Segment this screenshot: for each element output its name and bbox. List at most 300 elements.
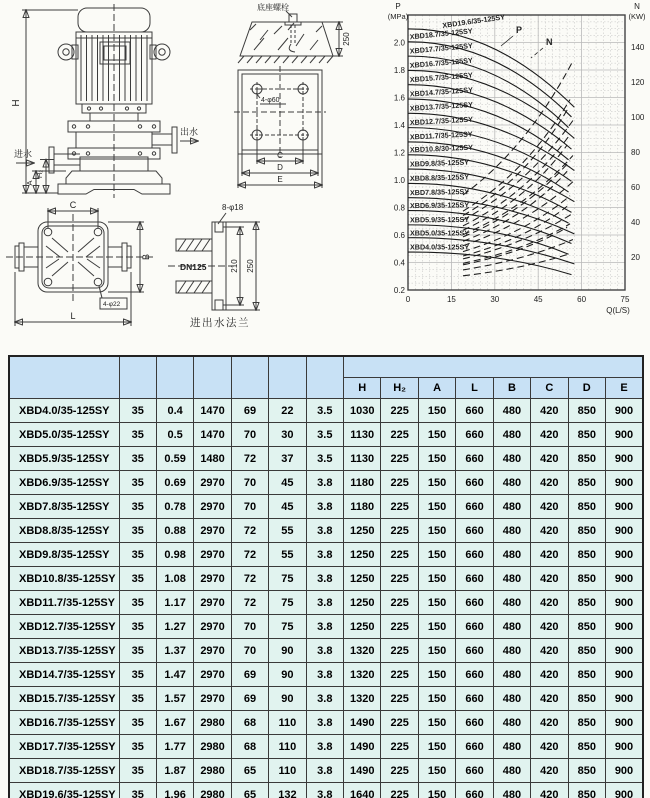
- value-cell: 30: [269, 423, 306, 447]
- value-cell: 660: [456, 543, 493, 567]
- value-cell: 2970: [194, 495, 231, 519]
- value-cell: 1480: [194, 447, 231, 471]
- value-cell: 850: [568, 423, 605, 447]
- value-cell: 850: [568, 471, 605, 495]
- value-cell: 37: [269, 447, 306, 471]
- value-cell: 70: [231, 615, 268, 639]
- model-cell: XBD17.7/35-125SY: [9, 735, 119, 759]
- value-cell: 72: [231, 519, 268, 543]
- value-cell: 90: [269, 687, 306, 711]
- y-left-axis-title: P: [395, 2, 401, 11]
- value-cell: 480: [493, 759, 530, 783]
- dim-header-cell: L: [456, 378, 493, 399]
- curve-label: XBD4.0/35-125SY: [410, 242, 470, 252]
- value-cell: 110: [269, 759, 306, 783]
- spec-table: [8, 355, 644, 798]
- value-cell: 70: [231, 471, 268, 495]
- curve-label: XBD19.6/35-125SY: [441, 12, 506, 30]
- table-row: [9, 543, 643, 567]
- model-cell: XBD7.8/35-125SY: [9, 495, 119, 519]
- value-cell: 150: [418, 759, 455, 783]
- curve-label: XBD9.8/35-125SY: [409, 157, 470, 169]
- value-cell: 3.8: [306, 495, 343, 519]
- pressure-curve-marker: P: [516, 25, 523, 35]
- value-cell: 480: [493, 711, 530, 735]
- value-cell: 850: [568, 399, 605, 423]
- value-cell: 110: [269, 735, 306, 759]
- value-cell: 45: [269, 495, 306, 519]
- model-cell: XBD15.7/35-125SY: [9, 687, 119, 711]
- value-cell: 70: [231, 495, 268, 519]
- outlet-label: 出水: [180, 127, 199, 137]
- value-cell: 660: [456, 711, 493, 735]
- value-cell: 420: [531, 447, 568, 471]
- value-cell: 35: [119, 783, 156, 798]
- value-cell: 3.8: [306, 759, 343, 783]
- value-cell: 850: [568, 543, 605, 567]
- value-cell: 225: [381, 471, 418, 495]
- value-cell: 480: [493, 471, 530, 495]
- value-cell: 225: [381, 423, 418, 447]
- value-cell: 1490: [344, 735, 381, 759]
- curve-label: XBD16.7/35-125SY: [409, 55, 474, 70]
- value-cell: 900: [605, 735, 643, 759]
- dim-label-c: C: [69, 200, 77, 210]
- flange-top-view-drawing: [2, 198, 160, 336]
- y-left-tick-label: 1.8: [393, 65, 405, 75]
- value-cell: 35: [119, 639, 156, 663]
- header-blank-cell: [119, 356, 156, 399]
- model-cell: XBD4.0/35-125SY: [9, 399, 119, 423]
- value-cell: 1490: [344, 759, 381, 783]
- model-cell: XBD8.8/35-125SY: [9, 519, 119, 543]
- value-cell: 1.47: [156, 663, 193, 687]
- value-cell: 75: [269, 591, 306, 615]
- value-cell: 35: [119, 495, 156, 519]
- x-tick-label: 60: [577, 295, 587, 304]
- dim-header-cell: A: [418, 378, 455, 399]
- value-cell: 225: [381, 735, 418, 759]
- value-cell: 850: [568, 687, 605, 711]
- flange-holes-note: 8-φ18: [222, 203, 244, 212]
- performance-chart: [388, 0, 650, 318]
- value-cell: 3.8: [306, 519, 343, 543]
- value-cell: 2970: [194, 567, 231, 591]
- value-cell: 660: [456, 639, 493, 663]
- value-cell: 1.37: [156, 639, 193, 663]
- y-left-tick-label: 1.6: [393, 93, 405, 103]
- value-cell: 90: [269, 639, 306, 663]
- value-cell: 55: [269, 543, 306, 567]
- power-curve: [463, 121, 573, 220]
- curve-label: XBD11.7/35-125SY: [409, 129, 473, 142]
- value-cell: 75: [269, 615, 306, 639]
- value-cell: 225: [381, 639, 418, 663]
- table-row: [9, 663, 643, 687]
- value-cell: 0.4: [156, 399, 193, 423]
- value-cell: 1.87: [156, 759, 193, 783]
- model-cell: XBD18.7/35-125SY: [9, 759, 119, 783]
- x-tick-label: 15: [446, 295, 456, 304]
- concrete-base: [240, 22, 333, 56]
- value-cell: 225: [381, 591, 418, 615]
- value-cell: 420: [531, 495, 568, 519]
- value-cell: 900: [605, 447, 643, 471]
- power-curve-marker: N: [546, 37, 553, 47]
- value-cell: 420: [531, 783, 568, 798]
- table-row: [9, 447, 643, 471]
- y-left-tick-label: 2.0: [393, 38, 405, 48]
- value-cell: 35: [119, 663, 156, 687]
- value-cell: 150: [418, 519, 455, 543]
- value-cell: 1.77: [156, 735, 193, 759]
- dim-label-h2: H₂: [35, 169, 44, 179]
- value-cell: 3.8: [306, 543, 343, 567]
- value-cell: 2980: [194, 711, 231, 735]
- model-cell: XBD5.9/35-125SY: [9, 447, 119, 471]
- model-cell: XBD9.8/35-125SY: [9, 543, 119, 567]
- value-cell: 150: [418, 423, 455, 447]
- model-cell: XBD10.8/35-125SY: [9, 567, 119, 591]
- y-left-tick-label: 0.2: [393, 285, 405, 295]
- model-cell: XBD12.7/35-125SY: [9, 615, 119, 639]
- value-cell: 150: [418, 543, 455, 567]
- value-cell: 900: [605, 711, 643, 735]
- table-row: [9, 735, 643, 759]
- value-cell: 660: [456, 399, 493, 423]
- value-cell: 150: [418, 495, 455, 519]
- value-cell: 850: [568, 735, 605, 759]
- value-cell: 660: [456, 519, 493, 543]
- value-cell: 35: [119, 615, 156, 639]
- y-right-tick-label: 120: [631, 77, 645, 87]
- table-row: [9, 495, 643, 519]
- value-cell: 660: [456, 423, 493, 447]
- value-cell: 900: [605, 639, 643, 663]
- foundation-bolt-label: 底座螺栓: [257, 3, 289, 12]
- value-cell: 480: [493, 591, 530, 615]
- value-cell: 225: [381, 447, 418, 471]
- value-cell: 72: [231, 591, 268, 615]
- value-cell: 660: [456, 735, 493, 759]
- value-cell: 1250: [344, 543, 381, 567]
- pipe-caption: 进出水法兰: [190, 317, 250, 329]
- dim-header-cell: B: [493, 378, 530, 399]
- dim-header-cell: H: [344, 378, 381, 399]
- y-left-tick-label: 0.4: [393, 258, 405, 268]
- x-axis-title: Q(L/S): [606, 306, 630, 315]
- value-cell: 2980: [194, 783, 231, 798]
- value-cell: 480: [493, 663, 530, 687]
- value-cell: 2970: [194, 663, 231, 687]
- value-cell: 3.8: [306, 639, 343, 663]
- pump-front-view-drawing: [2, 2, 234, 200]
- value-cell: 850: [568, 711, 605, 735]
- value-cell: 420: [531, 663, 568, 687]
- curve-label: XBD15.7/35-125SY: [409, 70, 474, 85]
- x-tick-label: 45: [533, 295, 543, 304]
- y-left-tick-label: 1.2: [393, 148, 405, 158]
- value-cell: 420: [531, 615, 568, 639]
- value-cell: 69: [231, 663, 268, 687]
- curve-label: XBD5.9/35-125SY: [409, 214, 470, 225]
- value-cell: 420: [531, 423, 568, 447]
- value-cell: 660: [456, 471, 493, 495]
- value-cell: 660: [456, 663, 493, 687]
- value-cell: 420: [531, 567, 568, 591]
- value-cell: 420: [531, 687, 568, 711]
- value-cell: 2970: [194, 687, 231, 711]
- value-cell: 65: [231, 783, 268, 798]
- value-cell: 660: [456, 591, 493, 615]
- table-row: [9, 759, 643, 783]
- value-cell: 3.8: [306, 591, 343, 615]
- model-cell: XBD6.9/35-125SY: [9, 471, 119, 495]
- curve-label: XBD8.8/35-125SY: [409, 172, 470, 183]
- table-row: [9, 711, 643, 735]
- bore-label: DN125: [180, 262, 207, 272]
- value-cell: 65: [231, 759, 268, 783]
- value-cell: 150: [418, 399, 455, 423]
- header-blank-cell: [9, 356, 119, 399]
- value-cell: 1320: [344, 663, 381, 687]
- value-cell: 850: [568, 447, 605, 471]
- bolt-hole: [44, 278, 52, 286]
- model-cell: XBD16.7/35-125SY: [9, 711, 119, 735]
- value-cell: 72: [231, 447, 268, 471]
- curve-label: XBD7.8/35-125SY: [409, 186, 470, 198]
- value-cell: 150: [418, 783, 455, 798]
- value-cell: 225: [381, 567, 418, 591]
- value-cell: 1320: [344, 639, 381, 663]
- dim-label-250: 250: [246, 259, 255, 273]
- value-cell: 900: [605, 423, 643, 447]
- y-left-tick-label: 0.6: [393, 230, 405, 240]
- value-cell: 1130: [344, 423, 381, 447]
- value-cell: 3.5: [306, 423, 343, 447]
- value-cell: 1250: [344, 519, 381, 543]
- value-cell: 1490: [344, 711, 381, 735]
- value-cell: 850: [568, 615, 605, 639]
- y-right-tick-label: 20: [631, 252, 640, 262]
- dim-label-210: 210: [230, 259, 239, 273]
- value-cell: 0.88: [156, 519, 193, 543]
- value-cell: 480: [493, 783, 530, 798]
- value-cell: 1.96: [156, 783, 193, 798]
- table-row: [9, 423, 643, 447]
- model-cell: XBD13.7/35-125SY: [9, 639, 119, 663]
- value-cell: 69: [231, 687, 268, 711]
- value-cell: 2970: [194, 591, 231, 615]
- value-cell: 35: [119, 471, 156, 495]
- value-cell: 900: [605, 519, 643, 543]
- model-cell: XBD5.0/35-125SY: [9, 423, 119, 447]
- value-cell: 850: [568, 663, 605, 687]
- pipe-flange-section-drawing: [166, 194, 278, 336]
- value-cell: 35: [119, 519, 156, 543]
- y-right-tick-label: 140: [631, 42, 645, 52]
- value-cell: 420: [531, 519, 568, 543]
- bolt-hole-note: 4-φ22: [103, 301, 121, 308]
- value-cell: 225: [381, 711, 418, 735]
- value-cell: 900: [605, 759, 643, 783]
- y-right-axis-unit: (KW): [628, 12, 646, 21]
- value-cell: 480: [493, 447, 530, 471]
- value-cell: 225: [381, 783, 418, 798]
- value-cell: 1250: [344, 615, 381, 639]
- value-cell: 35: [119, 759, 156, 783]
- value-cell: 900: [605, 567, 643, 591]
- value-cell: 1180: [344, 471, 381, 495]
- value-cell: 35: [119, 447, 156, 471]
- value-cell: 480: [493, 519, 530, 543]
- y-left-tick-label: 1.0: [393, 175, 405, 185]
- table-row: [9, 783, 643, 798]
- value-cell: 70: [231, 423, 268, 447]
- value-cell: 0.59: [156, 447, 193, 471]
- value-cell: 660: [456, 783, 493, 798]
- value-cell: 420: [531, 471, 568, 495]
- spec-table-body: [9, 399, 643, 798]
- value-cell: 35: [119, 687, 156, 711]
- value-cell: 2970: [194, 615, 231, 639]
- value-cell: 420: [531, 711, 568, 735]
- y-right-tick-label: 100: [631, 112, 645, 122]
- dim-label-b: B: [141, 253, 151, 261]
- table-row: [9, 639, 643, 663]
- value-cell: 850: [568, 519, 605, 543]
- value-cell: 480: [493, 495, 530, 519]
- value-cell: 70: [231, 639, 268, 663]
- value-cell: 3.8: [306, 615, 343, 639]
- value-cell: 850: [568, 783, 605, 798]
- model-cell: XBD14.7/35-125SY: [9, 663, 119, 687]
- value-cell: 72: [231, 543, 268, 567]
- curve-label: XBD14.7/35-125SY: [409, 85, 474, 99]
- value-cell: 35: [119, 543, 156, 567]
- value-cell: 900: [605, 783, 643, 798]
- value-cell: 420: [531, 639, 568, 663]
- value-cell: 900: [605, 543, 643, 567]
- value-cell: 0.78: [156, 495, 193, 519]
- dim-label-e: E: [277, 175, 283, 184]
- base-plate-plan-drawing: [230, 64, 355, 200]
- value-cell: 900: [605, 471, 643, 495]
- y-right-axis-title: N: [634, 2, 640, 11]
- value-cell: 35: [119, 423, 156, 447]
- spec-table-header: [9, 356, 643, 399]
- value-cell: 1130: [344, 447, 381, 471]
- value-cell: 150: [418, 447, 455, 471]
- concrete-hatch: [250, 23, 322, 50]
- value-cell: 1030: [344, 399, 381, 423]
- value-cell: 2970: [194, 471, 231, 495]
- table-row: [9, 567, 643, 591]
- bolt-hole: [44, 228, 52, 236]
- bolt-hole-note: 4-φ60: [261, 97, 280, 104]
- value-cell: 480: [493, 615, 530, 639]
- value-cell: 480: [493, 735, 530, 759]
- value-cell: 1.17: [156, 591, 193, 615]
- value-cell: 68: [231, 711, 268, 735]
- value-cell: 1320: [344, 687, 381, 711]
- dim-header-cell: H₂: [381, 378, 418, 399]
- dim-label-l: L: [70, 311, 76, 321]
- y-left-tick-label: 1.4: [393, 120, 405, 130]
- value-cell: 660: [456, 759, 493, 783]
- value-cell: 150: [418, 567, 455, 591]
- foundation-bolt-drawing: [230, 0, 355, 64]
- value-cell: 850: [568, 495, 605, 519]
- value-cell: 2980: [194, 735, 231, 759]
- value-cell: 900: [605, 615, 643, 639]
- value-cell: 1.08: [156, 567, 193, 591]
- value-cell: 90: [269, 663, 306, 687]
- curve-label: XBD17.7/35-125SY: [409, 40, 474, 56]
- value-cell: 3.8: [306, 711, 343, 735]
- value-cell: 480: [493, 639, 530, 663]
- value-cell: 0.98: [156, 543, 193, 567]
- y-right-tick-label: 80: [631, 147, 640, 157]
- value-cell: 3.8: [306, 735, 343, 759]
- value-cell: 900: [605, 495, 643, 519]
- dim-header-cell: E: [605, 378, 643, 399]
- header-blank-cell: [194, 356, 231, 399]
- value-cell: 3.8: [306, 663, 343, 687]
- value-cell: 3.5: [306, 399, 343, 423]
- value-cell: 850: [568, 759, 605, 783]
- value-cell: 2980: [194, 759, 231, 783]
- curve-label: XBD12.7/35-125SY: [409, 114, 474, 128]
- flange-bolt-hole: [215, 222, 223, 232]
- value-cell: 420: [531, 591, 568, 615]
- value-cell: 150: [418, 735, 455, 759]
- value-cell: 150: [418, 471, 455, 495]
- value-cell: 660: [456, 447, 493, 471]
- bolt-hole: [94, 278, 102, 286]
- curve-label: XBD13.7/35-125SY: [409, 99, 474, 113]
- header-blank-cell: [269, 356, 306, 399]
- value-cell: 1.57: [156, 687, 193, 711]
- dim-label-c: C: [277, 151, 283, 160]
- value-cell: 150: [418, 711, 455, 735]
- bolt-hole: [94, 228, 102, 236]
- value-cell: 132: [269, 783, 306, 798]
- x-tick-label: 0: [405, 295, 411, 304]
- value-cell: 2970: [194, 639, 231, 663]
- dim-label-a: A: [25, 180, 34, 186]
- dim-label-250: 250: [342, 32, 351, 46]
- x-tick-label: 30: [490, 295, 500, 304]
- value-cell: 35: [119, 591, 156, 615]
- table-row: [9, 615, 643, 639]
- value-cell: 225: [381, 543, 418, 567]
- value-cell: 900: [605, 663, 643, 687]
- ground-hatch: [238, 56, 333, 63]
- value-cell: 480: [493, 543, 530, 567]
- value-cell: 110: [269, 711, 306, 735]
- dim-header-cell: C: [531, 378, 568, 399]
- value-cell: 660: [456, 495, 493, 519]
- value-cell: 3.8: [306, 783, 343, 798]
- value-cell: 850: [568, 591, 605, 615]
- x-tick-label: 75: [620, 295, 630, 304]
- value-cell: 1.67: [156, 711, 193, 735]
- value-cell: 420: [531, 735, 568, 759]
- value-cell: 900: [605, 591, 643, 615]
- value-cell: 660: [456, 687, 493, 711]
- value-cell: 1.27: [156, 615, 193, 639]
